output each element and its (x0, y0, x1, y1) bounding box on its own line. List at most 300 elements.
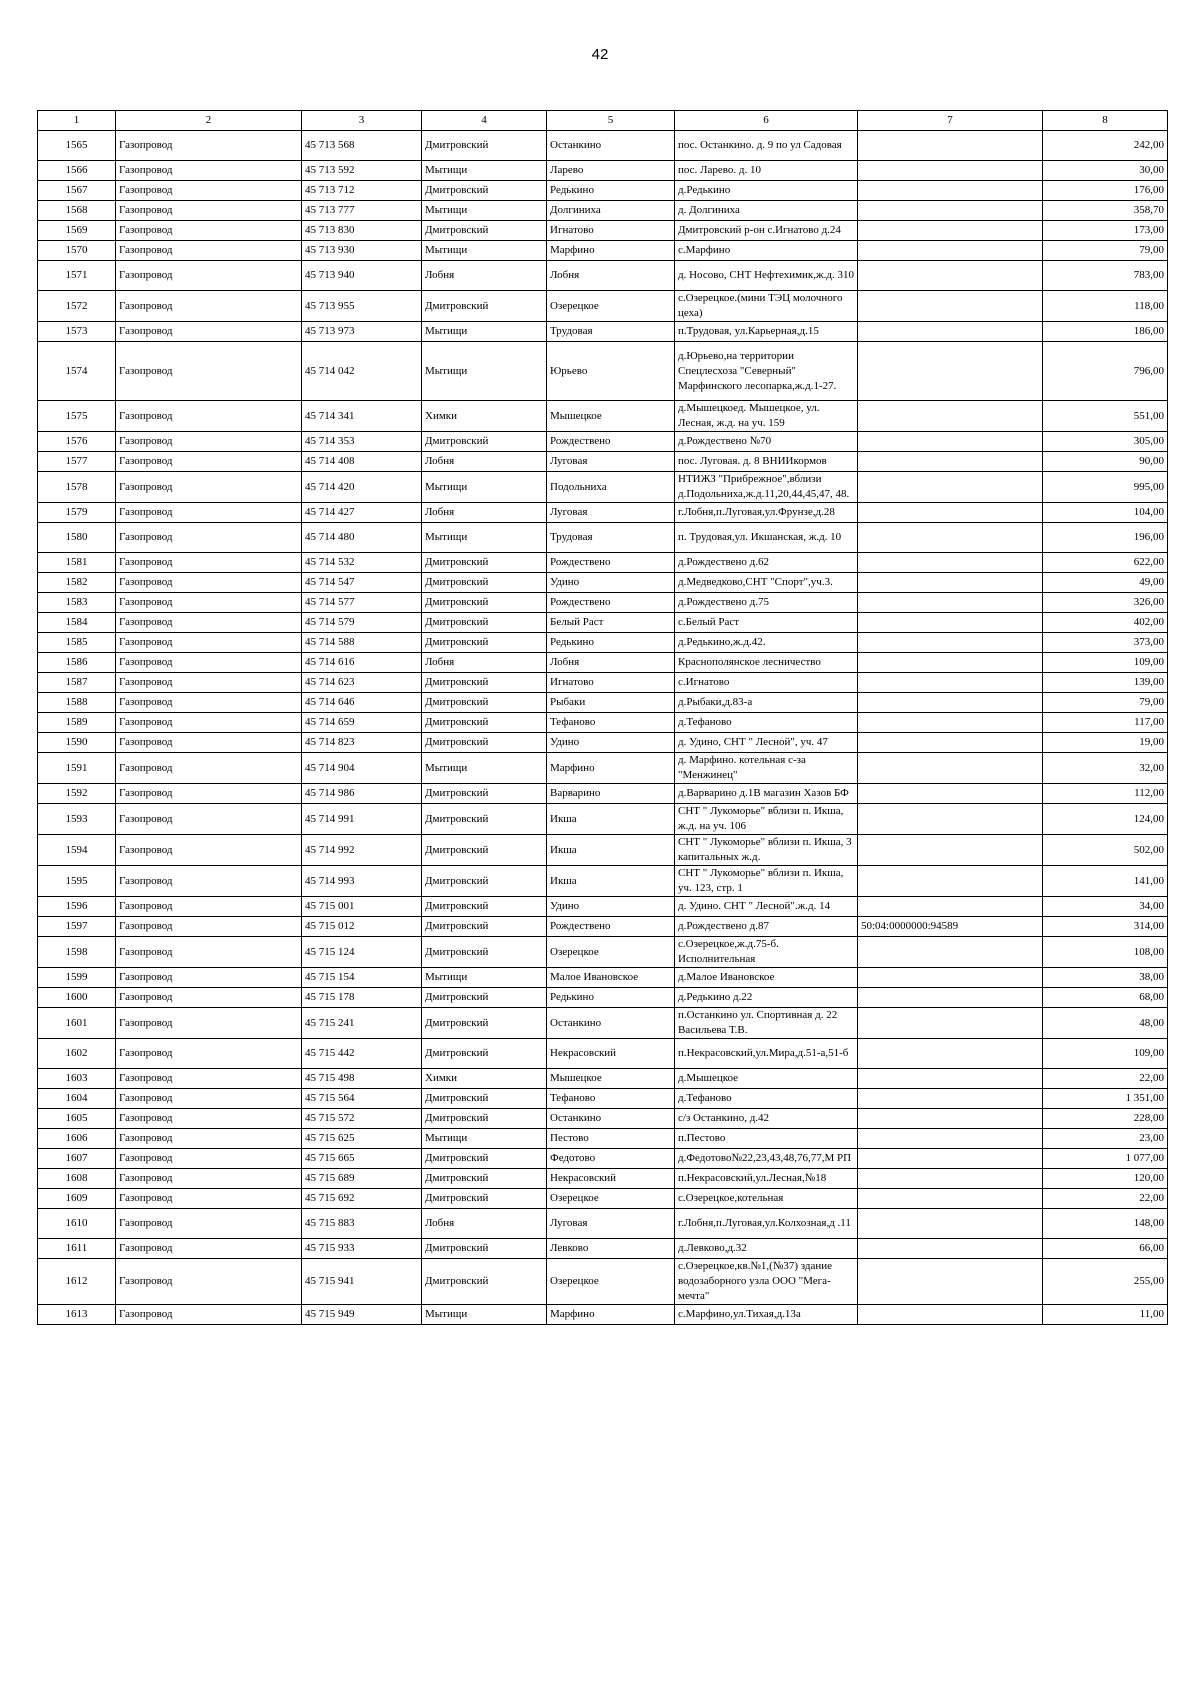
district: Дмитровский (422, 1259, 547, 1305)
settlement: Удино (547, 573, 675, 593)
row-number: 1568 (38, 201, 116, 221)
cadastral-number (858, 1305, 1043, 1325)
address: д.Рыбаки,д.83-а (675, 693, 858, 713)
district: Мытищи (422, 161, 547, 181)
oktmo-code: 45 714 427 (302, 503, 422, 523)
row-number: 1581 (38, 553, 116, 573)
address: д.Мышецкоед. Мышецкое, ул. Лесная, ж.д. на уч. 159 (675, 401, 858, 432)
address: г.Лобня,п.Луговая,ул.Фрунзе,д.28 (675, 503, 858, 523)
district: Мытищи (422, 322, 547, 342)
district: Дмитровский (422, 835, 547, 866)
address: п.Некрасовский,ул.Лесная,№18 (675, 1169, 858, 1189)
value: 49,00 (1043, 573, 1168, 593)
object-type: Газопровод (116, 573, 302, 593)
table-row (38, 753, 1168, 784)
row-number: 1611 (38, 1239, 116, 1259)
value: 148,00 (1043, 1209, 1168, 1239)
row-number: 1612 (38, 1259, 116, 1305)
district: Дмитровский (422, 1008, 547, 1039)
oktmo-code: 45 714 341 (302, 401, 422, 432)
address: Дмитровский р-он с.Игнатово д.24 (675, 221, 858, 241)
column-header: 5 (547, 111, 675, 131)
settlement: Луговая (547, 1209, 675, 1239)
value: 995,00 (1043, 472, 1168, 503)
cadastral-number (858, 472, 1043, 503)
oktmo-code: 45 715 564 (302, 1089, 422, 1109)
oktmo-code: 45 714 991 (302, 804, 422, 835)
district: Дмитровский (422, 1149, 547, 1169)
object-type: Газопровод (116, 452, 302, 472)
object-type: Газопровод (116, 553, 302, 573)
row-number: 1592 (38, 784, 116, 804)
row-number: 1596 (38, 897, 116, 917)
settlement: Икша (547, 835, 675, 866)
value: 502,00 (1043, 835, 1168, 866)
settlement: Лобня (547, 653, 675, 673)
object-type: Газопровод (116, 633, 302, 653)
address: д.Рождествено №70 (675, 432, 858, 452)
district: Мытищи (422, 241, 547, 261)
table-row (38, 1305, 1168, 1325)
cadastral-number (858, 1089, 1043, 1109)
value: 305,00 (1043, 432, 1168, 452)
object-type: Газопровод (116, 733, 302, 753)
address: п. Трудовая,ул. Икшанская, ж.д. 10 (675, 523, 858, 553)
row-number: 1584 (38, 613, 116, 633)
oktmo-code: 45 715 178 (302, 988, 422, 1008)
row-number: 1576 (38, 432, 116, 452)
district: Лобня (422, 653, 547, 673)
object-type: Газопровод (116, 593, 302, 613)
settlement: Марфино (547, 1305, 675, 1325)
address: с.Марфино (675, 241, 858, 261)
table-row (38, 613, 1168, 633)
settlement: Рождествено (547, 432, 675, 452)
address: с.Озерецкое,ж.д.75-б. Исполнительная (675, 937, 858, 968)
oktmo-code: 45 714 579 (302, 613, 422, 633)
object-type: Газопровод (116, 1259, 302, 1305)
settlement: Мышецкое (547, 1069, 675, 1089)
settlement: Марфино (547, 241, 675, 261)
district: Дмитровский (422, 866, 547, 897)
object-type: Газопровод (116, 131, 302, 161)
object-type: Газопровод (116, 432, 302, 452)
oktmo-code: 45 713 830 (302, 221, 422, 241)
value: 228,00 (1043, 1109, 1168, 1129)
address: с/з Останкино, д.42 (675, 1109, 858, 1129)
oktmo-code: 45 714 042 (302, 342, 422, 401)
row-number: 1571 (38, 261, 116, 291)
cadastral-number (858, 401, 1043, 432)
district: Дмитровский (422, 897, 547, 917)
oktmo-code: 45 715 442 (302, 1039, 422, 1069)
column-header: 7 (858, 111, 1043, 131)
value: 326,00 (1043, 593, 1168, 613)
value: 48,00 (1043, 1008, 1168, 1039)
oktmo-code: 45 713 712 (302, 181, 422, 201)
row-number: 1569 (38, 221, 116, 241)
district: Дмитровский (422, 693, 547, 713)
value: 124,00 (1043, 804, 1168, 835)
row-number: 1608 (38, 1169, 116, 1189)
value: 120,00 (1043, 1169, 1168, 1189)
object-type: Газопровод (116, 784, 302, 804)
cadastral-number (858, 181, 1043, 201)
value: 30,00 (1043, 161, 1168, 181)
table-row (38, 653, 1168, 673)
row-number: 1604 (38, 1089, 116, 1109)
row-number: 1565 (38, 131, 116, 161)
object-type: Газопровод (116, 968, 302, 988)
oktmo-code: 45 713 930 (302, 241, 422, 261)
address: г.Лобня,п.Луговая,ул.Колхозная,д .11 (675, 1209, 858, 1239)
oktmo-code: 45 714 904 (302, 753, 422, 784)
cadastral-number (858, 1169, 1043, 1189)
object-type: Газопровод (116, 161, 302, 181)
row-number: 1613 (38, 1305, 116, 1325)
value: 141,00 (1043, 866, 1168, 897)
object-type: Газопровод (116, 342, 302, 401)
value: 109,00 (1043, 1039, 1168, 1069)
address: пос. Останкино. д. 9 по ул Садовая (675, 131, 858, 161)
oktmo-code: 45 715 949 (302, 1305, 422, 1325)
value: 1 077,00 (1043, 1149, 1168, 1169)
settlement: Трудовая (547, 322, 675, 342)
cadastral-number (858, 713, 1043, 733)
district: Дмитровский (422, 784, 547, 804)
cadastral-number (858, 1069, 1043, 1089)
district: Дмитровский (422, 131, 547, 161)
settlement: Озерецкое (547, 937, 675, 968)
cadastral-number (858, 693, 1043, 713)
address: п.Останкино ул. Спортивная д. 22 Васильева Т.В. (675, 1008, 858, 1039)
oktmo-code: 45 713 777 (302, 201, 422, 221)
address: с.Белый Раст (675, 613, 858, 633)
district: Дмитровский (422, 432, 547, 452)
value: 373,00 (1043, 633, 1168, 653)
address: д.Рождествено д.87 (675, 917, 858, 937)
district: Дмитровский (422, 553, 547, 573)
district: Дмитровский (422, 593, 547, 613)
district: Дмитровский (422, 613, 547, 633)
object-type: Газопровод (116, 261, 302, 291)
table-row (38, 1169, 1168, 1189)
table-row (38, 523, 1168, 553)
settlement: Озерецкое (547, 1259, 675, 1305)
settlement: Останкино (547, 1109, 675, 1129)
table-row (38, 1209, 1168, 1239)
settlement: Останкино (547, 131, 675, 161)
cadastral-number (858, 613, 1043, 633)
cadastral-number (858, 1008, 1043, 1039)
table-row (38, 1259, 1168, 1305)
settlement: Малое Ивановское (547, 968, 675, 988)
value: 242,00 (1043, 131, 1168, 161)
row-number: 1605 (38, 1109, 116, 1129)
oktmo-code: 45 714 577 (302, 593, 422, 613)
object-type: Газопровод (116, 241, 302, 261)
row-number: 1587 (38, 673, 116, 693)
object-type: Газопровод (116, 835, 302, 866)
value: 32,00 (1043, 753, 1168, 784)
value: 314,00 (1043, 917, 1168, 937)
cadastral-number (858, 1039, 1043, 1069)
cadastral-number (858, 342, 1043, 401)
table-row (38, 897, 1168, 917)
value: 118,00 (1043, 291, 1168, 322)
header-row (38, 111, 1168, 131)
district: Лобня (422, 261, 547, 291)
settlement: Лобня (547, 261, 675, 291)
row-number: 1585 (38, 633, 116, 653)
column-header: 6 (675, 111, 858, 131)
row-number: 1601 (38, 1008, 116, 1039)
district: Дмитровский (422, 917, 547, 937)
table-row (38, 693, 1168, 713)
table-row (38, 733, 1168, 753)
district: Мытищи (422, 1129, 547, 1149)
row-number: 1597 (38, 917, 116, 937)
table-row (38, 866, 1168, 897)
address: с.Озерецкое,котельная (675, 1189, 858, 1209)
settlement: Пестово (547, 1129, 675, 1149)
object-type: Газопровод (116, 181, 302, 201)
oktmo-code: 45 715 941 (302, 1259, 422, 1305)
table-row (38, 917, 1168, 937)
cadastral-number (858, 804, 1043, 835)
district: Дмитровский (422, 673, 547, 693)
cadastral-number (858, 221, 1043, 241)
address: п.Трудовая, ул.Карьерная,д.15 (675, 322, 858, 342)
value: 22,00 (1043, 1189, 1168, 1209)
row-number: 1603 (38, 1069, 116, 1089)
cadastral-number (858, 653, 1043, 673)
value: 19,00 (1043, 733, 1168, 753)
value: 104,00 (1043, 503, 1168, 523)
object-type: Газопровод (116, 753, 302, 784)
table-row (38, 472, 1168, 503)
address: п.Некрасовский,ул.Мира,д.51-а,51-б (675, 1039, 858, 1069)
table-row (38, 1129, 1168, 1149)
value: 22,00 (1043, 1069, 1168, 1089)
row-number: 1570 (38, 241, 116, 261)
cadastral-number (858, 1259, 1043, 1305)
cadastral-number (858, 866, 1043, 897)
value: 622,00 (1043, 553, 1168, 573)
table-row (38, 291, 1168, 322)
district: Дмитровский (422, 633, 547, 653)
object-type: Газопровод (116, 1305, 302, 1325)
column-header: 4 (422, 111, 547, 131)
oktmo-code: 45 715 001 (302, 897, 422, 917)
table-row (38, 322, 1168, 342)
row-number: 1572 (38, 291, 116, 322)
table-row (38, 342, 1168, 401)
table-row (38, 633, 1168, 653)
oktmo-code: 45 715 124 (302, 937, 422, 968)
address: д.Редькино (675, 181, 858, 201)
settlement: Марфино (547, 753, 675, 784)
value: 108,00 (1043, 937, 1168, 968)
row-number: 1607 (38, 1149, 116, 1169)
settlement: Ларево (547, 161, 675, 181)
table-row (38, 241, 1168, 261)
oktmo-code: 45 714 353 (302, 432, 422, 452)
settlement: Рождествено (547, 593, 675, 613)
oktmo-code: 45 713 955 (302, 291, 422, 322)
table-body (38, 131, 1168, 1325)
object-type: Газопровод (116, 897, 302, 917)
settlement: Озерецкое (547, 291, 675, 322)
column-header: 8 (1043, 111, 1168, 131)
table-row (38, 452, 1168, 472)
value: 173,00 (1043, 221, 1168, 241)
row-number: 1589 (38, 713, 116, 733)
table-row (38, 1189, 1168, 1209)
district: Дмитровский (422, 937, 547, 968)
object-type: Газопровод (116, 1239, 302, 1259)
district: Дмитровский (422, 1239, 547, 1259)
table-row (38, 1239, 1168, 1259)
oktmo-code: 45 714 623 (302, 673, 422, 693)
value: 90,00 (1043, 452, 1168, 472)
settlement: Левково (547, 1239, 675, 1259)
address: д.Редькино,ж.д.42. (675, 633, 858, 653)
cadastral-number (858, 968, 1043, 988)
cadastral-number (858, 784, 1043, 804)
registry-table (37, 110, 1168, 1325)
district: Мытищи (422, 201, 547, 221)
address: д.Рождествено д.62 (675, 553, 858, 573)
oktmo-code: 45 715 883 (302, 1209, 422, 1239)
oktmo-code: 45 714 659 (302, 713, 422, 733)
table-row (38, 1109, 1168, 1129)
object-type: Газопровод (116, 937, 302, 968)
object-type: Газопровод (116, 613, 302, 633)
row-number: 1574 (38, 342, 116, 401)
object-type: Газопровод (116, 917, 302, 937)
row-number: 1609 (38, 1189, 116, 1209)
object-type: Газопровод (116, 1149, 302, 1169)
address: д.Рождествено д.75 (675, 593, 858, 613)
oktmo-code: 45 715 692 (302, 1189, 422, 1209)
row-number: 1566 (38, 161, 116, 181)
address: д.Малое Ивановское (675, 968, 858, 988)
address: Краснополянское лесничество (675, 653, 858, 673)
object-type: Газопровод (116, 1069, 302, 1089)
settlement: Федотово (547, 1149, 675, 1169)
address: д. Марфино. котельная с-за "Менжинец" (675, 753, 858, 784)
cadastral-number (858, 835, 1043, 866)
settlement: Редькино (547, 633, 675, 653)
address: д.Левково,д.32 (675, 1239, 858, 1259)
column-header: 3 (302, 111, 422, 131)
oktmo-code: 45 715 689 (302, 1169, 422, 1189)
settlement: Рождествено (547, 917, 675, 937)
cadastral-number (858, 553, 1043, 573)
value: 551,00 (1043, 401, 1168, 432)
object-type: Газопровод (116, 866, 302, 897)
cadastral-number: 50:04:0000000:94589 (858, 917, 1043, 937)
object-type: Газопровод (116, 503, 302, 523)
oktmo-code: 45 713 940 (302, 261, 422, 291)
settlement: Некрасовский (547, 1169, 675, 1189)
district: Химки (422, 401, 547, 432)
oktmo-code: 45 714 588 (302, 633, 422, 653)
oktmo-code: 45 714 993 (302, 866, 422, 897)
district: Дмитровский (422, 804, 547, 835)
address: с.Игнатово (675, 673, 858, 693)
address: СНТ " Лукоморье" вблизи п. Икша, уч. 123, стр. 1 (675, 866, 858, 897)
oktmo-code: 45 714 992 (302, 835, 422, 866)
district: Мытищи (422, 753, 547, 784)
value: 11,00 (1043, 1305, 1168, 1325)
settlement: Останкино (547, 1008, 675, 1039)
table-row (38, 937, 1168, 968)
cadastral-number (858, 633, 1043, 653)
row-number: 1610 (38, 1209, 116, 1239)
district: Мытищи (422, 342, 547, 401)
row-number: 1594 (38, 835, 116, 866)
object-type: Газопровод (116, 804, 302, 835)
table-row (38, 1039, 1168, 1069)
oktmo-code: 45 715 154 (302, 968, 422, 988)
settlement: Долгиниха (547, 201, 675, 221)
row-number: 1591 (38, 753, 116, 784)
table-row (38, 221, 1168, 241)
district: Дмитровский (422, 713, 547, 733)
district: Дмитровский (422, 733, 547, 753)
district: Лобня (422, 452, 547, 472)
settlement: Икша (547, 804, 675, 835)
address: с.Озерецкое,кв.№1,(№37) здание водозаборного узла ООО "Мега-мечта" (675, 1259, 858, 1305)
address: д. Долгиниха (675, 201, 858, 221)
settlement: Некрасовский (547, 1039, 675, 1069)
cadastral-number (858, 452, 1043, 472)
district: Лобня (422, 1209, 547, 1239)
address: пос. Ларево. д. 10 (675, 161, 858, 181)
row-number: 1580 (38, 523, 116, 553)
table-row (38, 1089, 1168, 1109)
oktmo-code: 45 713 568 (302, 131, 422, 161)
settlement: Подольниха (547, 472, 675, 503)
cadastral-number (858, 131, 1043, 161)
oktmo-code: 45 715 241 (302, 1008, 422, 1039)
object-type: Газопровод (116, 201, 302, 221)
value: 68,00 (1043, 988, 1168, 1008)
cadastral-number (858, 1209, 1043, 1239)
cadastral-number (858, 1239, 1043, 1259)
oktmo-code: 45 714 616 (302, 653, 422, 673)
address: с.Марфино,ул.Тихая,д.13а (675, 1305, 858, 1325)
settlement: Юрьево (547, 342, 675, 401)
oktmo-code: 45 714 986 (302, 784, 422, 804)
row-number: 1602 (38, 1039, 116, 1069)
cadastral-number (858, 988, 1043, 1008)
table-row (38, 401, 1168, 432)
address: д.Тефаново (675, 1089, 858, 1109)
district: Дмитровский (422, 1109, 547, 1129)
address: д. Носово, СНТ Нефтехимик,ж.д. 310 (675, 261, 858, 291)
settlement: Икша (547, 866, 675, 897)
settlement: Тефаново (547, 713, 675, 733)
table-row (38, 835, 1168, 866)
settlement: Тефаново (547, 1089, 675, 1109)
district: Дмитровский (422, 1089, 547, 1109)
object-type: Газопровод (116, 1209, 302, 1239)
oktmo-code: 45 713 973 (302, 322, 422, 342)
table-row (38, 673, 1168, 693)
